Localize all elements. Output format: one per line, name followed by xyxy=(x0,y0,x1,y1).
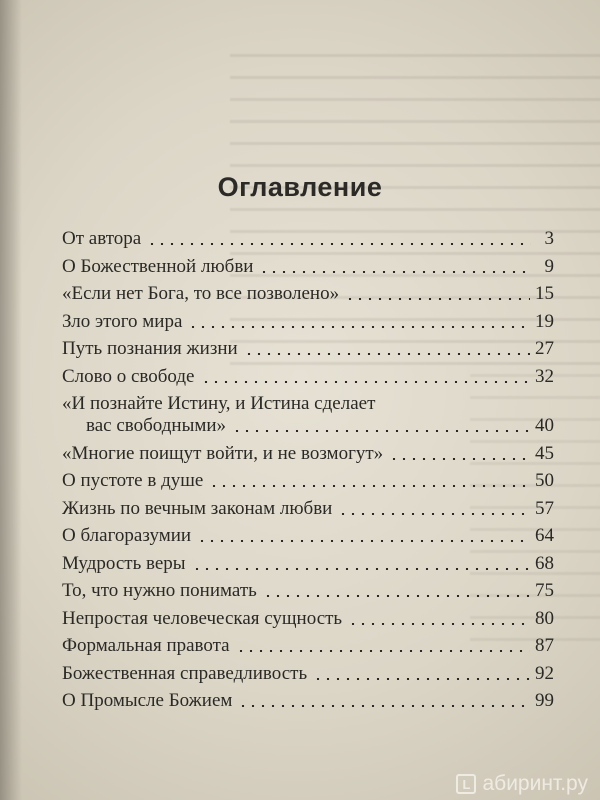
page-gutter-shadow xyxy=(0,0,22,800)
toc-entry xyxy=(62,228,554,250)
dot-leader xyxy=(348,623,530,625)
toc-entry-page: 99 xyxy=(535,690,554,711)
toc-entry-page: 3 xyxy=(544,228,554,249)
toc-entry-page: 27 xyxy=(535,338,554,359)
toc-entry xyxy=(62,311,554,333)
toc-entry xyxy=(62,338,554,360)
toc-entry-title: От автора xyxy=(62,228,142,249)
toc-entry-page: 9 xyxy=(544,255,554,277)
toc-entry-title: Непростая человеческая сущность xyxy=(62,607,343,629)
toc-entry-title: «Если нет Бога, то все позволено» xyxy=(62,283,340,304)
toc-entry xyxy=(62,283,554,305)
toc-entry-page: 45 xyxy=(535,442,554,464)
toc-entry-page: 92 xyxy=(535,662,554,684)
dot-leader xyxy=(338,513,530,515)
toc-entry xyxy=(62,443,554,465)
dot-leader xyxy=(313,678,530,680)
dot-leader xyxy=(209,485,530,487)
toc-entry-title: Зло этого мира xyxy=(62,310,183,332)
toc-entry-title: Слово о свободе xyxy=(62,365,195,387)
toc-entry-page: 75 xyxy=(535,580,554,601)
toc-entry xyxy=(62,580,554,602)
dot-leader xyxy=(389,458,530,460)
dot-leader xyxy=(192,568,530,570)
toc-entry-title: «И познайте Истину, и Истина сделает xyxy=(62,393,376,414)
toc-entry-title: Путь познания жизни xyxy=(62,338,238,359)
toc-entry-page: 40 xyxy=(535,415,554,436)
dot-leader xyxy=(259,271,531,273)
dot-leader xyxy=(236,650,530,652)
toc-entry-title: О благоразумии xyxy=(62,525,192,546)
toc-entry-page: 80 xyxy=(535,607,554,629)
dot-leader xyxy=(201,381,531,383)
toc-entry-title: Формальная правота xyxy=(62,635,230,656)
toc-entry xyxy=(62,393,554,437)
toc-entry-title: О пустоте в душе xyxy=(62,470,204,491)
toc-entry xyxy=(62,498,554,520)
toc-entry-page: 64 xyxy=(535,525,554,546)
toc-entry-page: 32 xyxy=(535,365,554,387)
toc-entry xyxy=(62,366,554,388)
toc-entry xyxy=(62,256,554,278)
toc-entry-title: О Промысле Божием xyxy=(62,690,233,711)
watermark-text: абиринт.ру xyxy=(482,772,588,795)
toc-entry xyxy=(62,525,554,547)
dot-leader xyxy=(244,353,530,355)
dot-leader xyxy=(197,540,530,542)
toc-entry-title: Мудрость веры xyxy=(62,552,186,574)
toc-entry-page: 57 xyxy=(535,497,554,519)
toc-entry-title: «Многие поищут войти, и не возмогут» xyxy=(62,442,384,464)
toc-entry-title: О Божественной любви xyxy=(62,255,254,277)
dot-leader xyxy=(188,326,530,328)
toc-entry xyxy=(62,470,554,492)
toc-entry-title: Божественная справедливость xyxy=(62,662,308,684)
toc-entry xyxy=(62,690,554,712)
toc-entry-title-continuation: вас свободными» xyxy=(86,415,227,436)
labirint-watermark xyxy=(456,772,588,796)
toc-entry xyxy=(62,553,554,575)
toc-entry xyxy=(62,635,554,657)
dot-leader xyxy=(238,705,530,707)
toc-entry-title: Жизнь по вечным законам любви xyxy=(62,497,333,519)
dot-leader xyxy=(147,243,531,245)
toc-entry-page: 50 xyxy=(535,470,554,491)
labirint-logo-icon: L xyxy=(456,774,476,794)
table-of-contents xyxy=(62,228,554,718)
toc-entry xyxy=(62,663,554,685)
dot-leader xyxy=(345,298,530,300)
toc-entry xyxy=(62,608,554,630)
toc-title: Оглавление xyxy=(217,172,383,202)
toc-entry-page: 19 xyxy=(535,310,554,332)
toc-entry-page: 15 xyxy=(535,283,554,304)
toc-entry-page: 68 xyxy=(535,552,554,574)
toc-entry-page: 87 xyxy=(535,635,554,656)
dot-leader xyxy=(263,595,530,597)
toc-entry-title: То, что нужно понимать xyxy=(62,580,257,601)
dot-leader xyxy=(232,430,530,432)
